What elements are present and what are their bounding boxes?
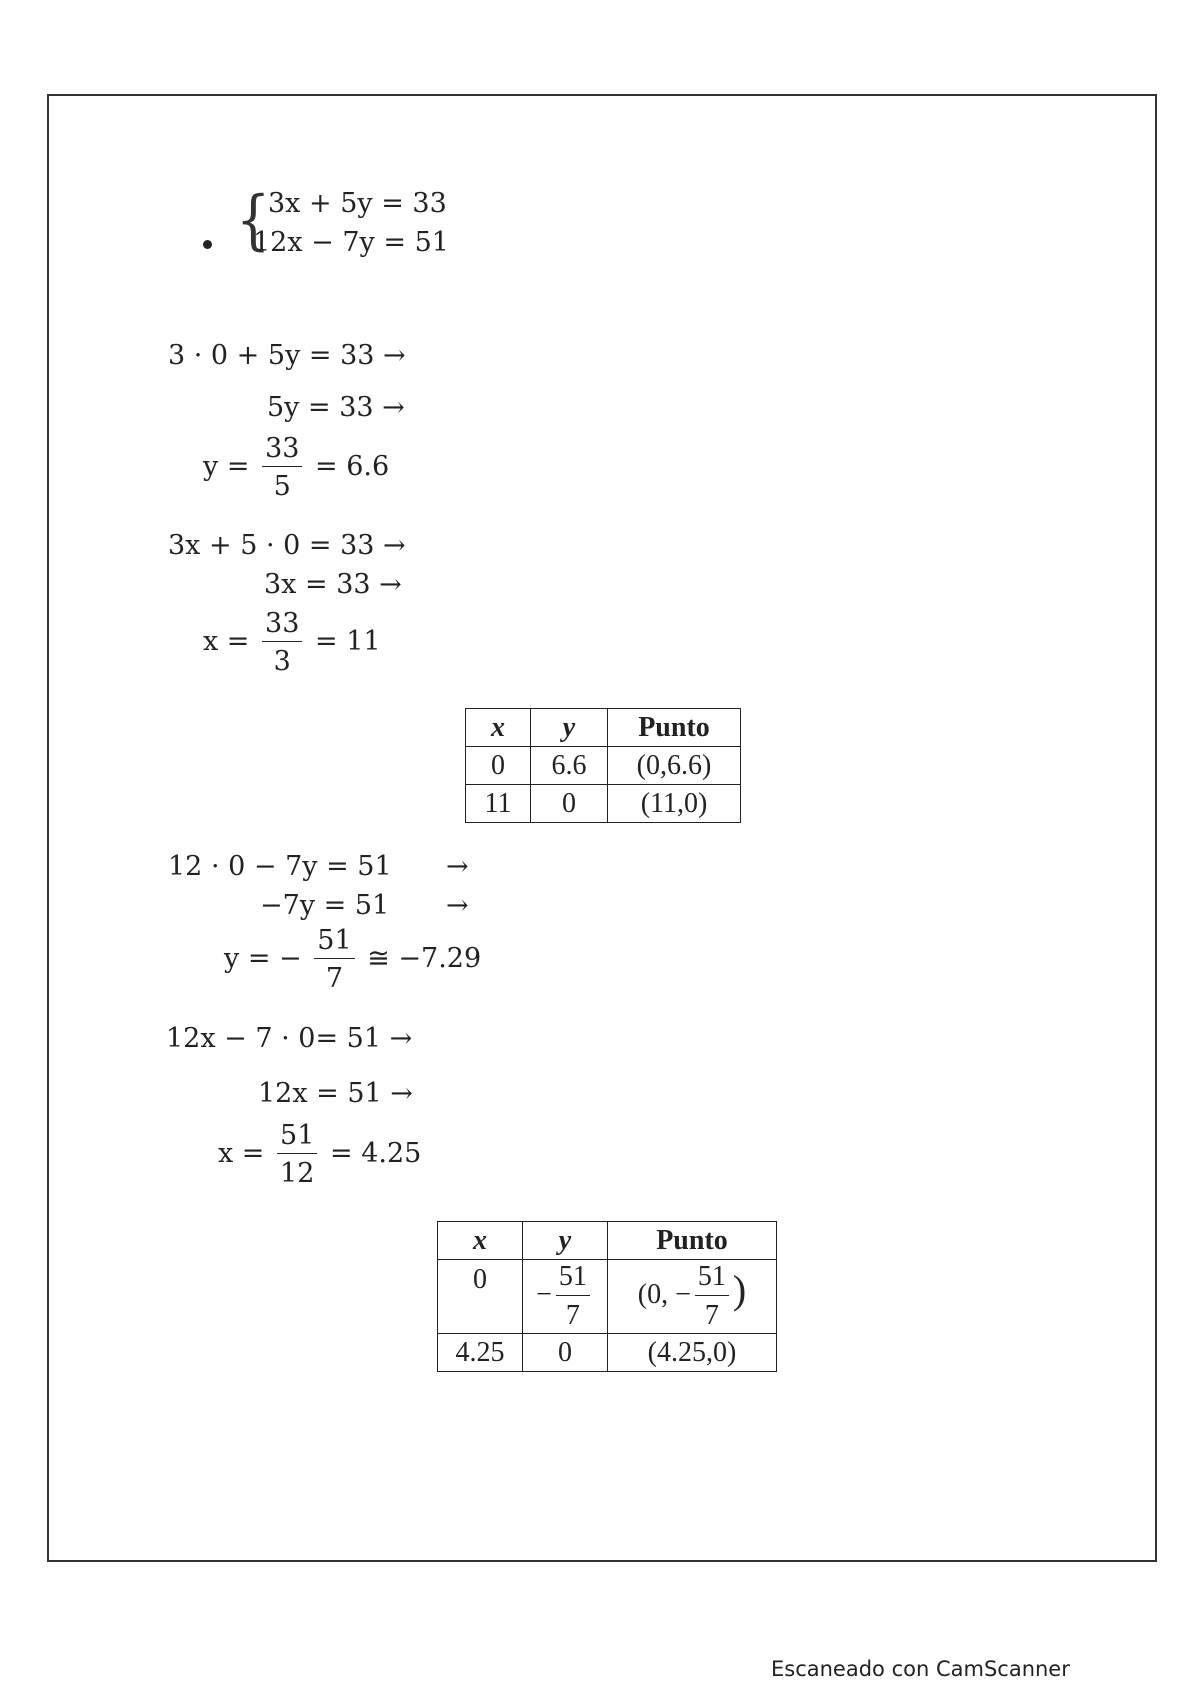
points-table-2 [437, 1221, 777, 1372]
header-punto: Punto [608, 1222, 777, 1260]
step-substitute-y0: 3x + 5 · 0 = 33 → [168, 530, 406, 561]
cell-x: 0 [438, 1260, 523, 1334]
fraction-51-7 [695, 1263, 729, 1330]
cell-x: 11 [466, 785, 531, 823]
fraction-denominator: 7 [325, 963, 344, 994]
fraction-denominator: 5 [273, 471, 291, 502]
header-x: x [438, 1222, 523, 1260]
step2-substitute-x0: 12 · 0 − 7y = 51 [168, 851, 392, 882]
fraction-numerator: 51 [556, 1263, 590, 1296]
fraction-numerator: 51 [695, 1263, 729, 1296]
step-3x: 3x = 33 → [264, 569, 402, 600]
header-x: x [466, 709, 531, 747]
step-y-result [203, 435, 389, 500]
fraction-numerator: 33 [262, 610, 302, 642]
header-y: y [531, 709, 608, 747]
step2-neg7y: −7y = 51 [260, 890, 390, 921]
points-table-1 [465, 708, 741, 823]
system-equation-2: 12x − 7y = 51 [253, 227, 449, 258]
cell-y [523, 1260, 608, 1334]
cell-y: 6.6 [531, 747, 608, 785]
system-brace: { [236, 182, 271, 258]
punto-close: ) [732, 1266, 747, 1312]
step2-x-result [218, 1122, 421, 1187]
cell-x: 4.25 [438, 1334, 523, 1372]
scanner-watermark: Escaneado con CamScanner [771, 1657, 1070, 1681]
header-punto: Punto [608, 709, 741, 747]
table-row [438, 1260, 777, 1334]
y-equals: y = [203, 451, 250, 482]
fraction-numerator: 51 [314, 927, 354, 959]
header-y: y [523, 1222, 608, 1260]
x-equals: x = [218, 1138, 265, 1169]
step-5y: 5y = 33 → [267, 392, 405, 423]
step2-arrow-1: → [446, 851, 469, 882]
cell-punto: (4.25,0) [608, 1334, 777, 1372]
fraction-numerator: 33 [262, 435, 302, 467]
table-row [438, 1334, 777, 1372]
fraction-numerator: 51 [277, 1122, 317, 1154]
cell-y: 0 [531, 785, 608, 823]
y-approx-value: ≅ −7.29 [367, 943, 482, 974]
cell-x: 0 [466, 747, 531, 785]
cell-y: 0 [523, 1334, 608, 1372]
step2-arrow-2: → [446, 890, 469, 921]
y-sign: − [536, 1278, 552, 1310]
x-value: = 4.25 [329, 1138, 422, 1169]
x-equals: x = [203, 626, 250, 657]
fraction-33-5 [262, 435, 302, 500]
table-row [466, 747, 741, 785]
cell-punto: (0,6.6) [608, 747, 741, 785]
fraction-33-3 [262, 610, 302, 675]
fraction-denominator: 7 [565, 1300, 580, 1331]
step2-12x: 12x = 51 → [258, 1078, 413, 1109]
fraction-denominator: 12 [280, 1158, 315, 1189]
bullet-point [203, 240, 212, 249]
y-value: = 6.6 [315, 451, 390, 482]
fraction-51-12 [277, 1122, 317, 1187]
punto-open: (0, − [637, 1278, 691, 1310]
y-equals-neg: y = − [224, 943, 302, 974]
step-x-result [203, 610, 381, 675]
system-equation-1: 3x + 5y = 33 [268, 188, 447, 219]
cell-punto [608, 1260, 777, 1334]
fraction-51-7 [314, 927, 354, 992]
fraction-denominator: 3 [273, 646, 291, 677]
cell-punto: (11,0) [608, 785, 741, 823]
step2-y-result [224, 927, 481, 992]
step2-substitute-y0: 12x − 7 · 0= 51 → [166, 1023, 413, 1054]
x-value: = 11 [314, 626, 381, 657]
fraction-denominator: 7 [704, 1300, 719, 1331]
table-row [466, 785, 741, 823]
step-substitute-x0: 3 · 0 + 5y = 33 → [168, 340, 406, 371]
fraction-51-7 [556, 1263, 590, 1330]
